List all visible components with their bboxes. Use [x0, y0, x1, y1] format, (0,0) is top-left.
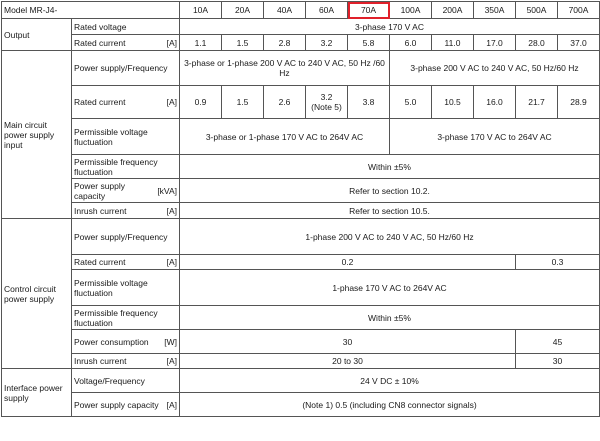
model-70a-highlighted: 70A [348, 2, 390, 19]
control-inrush-high: 30 [516, 354, 600, 369]
main-current-200a: 10.5 [432, 86, 474, 119]
control-power-supply-row [2, 219, 600, 255]
model-20a: 20A [222, 2, 264, 19]
unit: [A] [166, 399, 177, 410]
control-rated-current-label: Rated current [A] [72, 255, 180, 270]
interface-voltage-row [2, 369, 600, 393]
main-frequency-fluctuation-row [2, 155, 600, 179]
interface-capacity-row [2, 393, 600, 417]
main-current-500a: 21.7 [516, 86, 558, 119]
main-current-350a: 16.0 [474, 86, 516, 119]
main-power-supply-row [2, 51, 600, 86]
main-voltage-fluctuation-low: 3-phase or 1-phase 170 V AC to 264V AC [180, 119, 390, 155]
model-700a: 700A [558, 2, 600, 19]
output-current-20a: 1.5 [222, 35, 264, 51]
main-frequency-fluctuation-value: Within ±5% [180, 155, 600, 179]
control-consumption-low: 30 [180, 330, 516, 354]
output-rated-current-row [2, 35, 600, 51]
interface-voltage-value: 24 V DC ± 10% [180, 369, 600, 393]
group-interface: Interface power supply [2, 369, 72, 417]
control-inrush-low: 20 to 30 [180, 354, 516, 369]
control-consumption-high: 45 [516, 330, 600, 354]
control-rated-current-low: 0.2 [180, 255, 516, 270]
model-60a: 60A [306, 2, 348, 19]
model-10a: 10A [180, 2, 222, 19]
unit: [A] [166, 356, 177, 366]
header-row [2, 2, 600, 19]
control-rated-current-row [2, 255, 600, 270]
control-inrush-row [2, 354, 600, 369]
control-consumption-label: Power consumption [W] [72, 330, 180, 354]
control-voltage-fluctuation-value: 1-phase 170 V AC to 264V AC [180, 270, 600, 306]
note-5: (Note 5) [311, 102, 342, 112]
control-frequency-fluctuation-label: Permissible frequency fluctuation [72, 306, 180, 330]
unit: [kVA] [157, 185, 177, 196]
model-40a: 40A [264, 2, 306, 19]
unit: [A] [166, 257, 177, 267]
main-capacity-row [2, 179, 600, 203]
control-consumption-row [2, 330, 600, 354]
output-current-60a: 3.2 [306, 35, 348, 51]
model-500a: 500A [516, 2, 558, 19]
interface-voltage-label: Voltage/Frequency [72, 369, 180, 393]
main-voltage-fluctuation-label: Permissible voltage fluctuation [72, 119, 180, 155]
main-inrush-value: Refer to section 10.5. [180, 203, 600, 219]
output-rated-current-label: Rated current [A] [72, 35, 180, 51]
unit: [A] [166, 97, 177, 107]
output-current-100a: 6.0 [390, 35, 432, 51]
output-current-70a: 5.8 [348, 35, 390, 51]
main-current-100a: 5.0 [390, 86, 432, 119]
output-current-40a: 2.8 [264, 35, 306, 51]
output-rated-voltage-label: Rated voltage [72, 19, 180, 35]
output-current-200a: 11.0 [432, 35, 474, 51]
control-rated-current-high: 0.3 [516, 255, 600, 270]
main-voltage-fluctuation-row [2, 119, 600, 155]
model-label: Model MR-J4- [2, 2, 180, 19]
main-rated-current-row [2, 86, 600, 119]
unit: [A] [166, 37, 177, 48]
unit: [A] [166, 205, 177, 216]
output-current-500a: 28.0 [516, 35, 558, 51]
main-current-40a: 2.6 [264, 86, 306, 119]
control-power-supply-value: 1-phase 200 V AC to 240 V AC, 50 Hz/60 Hz [180, 219, 600, 255]
control-power-supply-label: Power supply/Frequency [72, 219, 180, 255]
main-rated-current-label: Rated current [A] [72, 86, 180, 119]
output-current-10a: 1.1 [180, 35, 222, 51]
control-frequency-fluctuation-row [2, 306, 600, 330]
main-current-20a: 1.5 [222, 86, 264, 119]
control-voltage-fluctuation-row [2, 270, 600, 306]
group-output: Output [2, 19, 72, 51]
control-inrush-label: Inrush current [A] [72, 354, 180, 369]
interface-capacity-label: Power supply capacity [A] [72, 393, 180, 417]
output-rated-voltage-row [2, 19, 600, 35]
group-control-circuit: Control circuit power supply [2, 219, 72, 369]
model-350a: 350A [474, 2, 516, 19]
output-rated-voltage-value: 3-phase 170 V AC [180, 19, 600, 35]
main-current-700a: 28.9 [558, 86, 600, 119]
control-frequency-fluctuation-value: Within ±5% [180, 306, 600, 330]
main-capacity-value: Refer to section 10.2. [180, 179, 600, 203]
group-main-circuit: Main circuit power supply input [2, 51, 72, 219]
main-current-60a: 3.2 (Note 5) [306, 86, 348, 119]
output-current-350a: 17.0 [474, 35, 516, 51]
model-200a: 200A [432, 2, 474, 19]
main-capacity-label: Power supply capacity [kVA] [72, 179, 180, 203]
main-power-supply-label: Power supply/Frequency [72, 51, 180, 86]
main-power-supply-low: 3-phase or 1-phase 200 V AC to 240 V AC, 50 Hz /60 Hz [180, 51, 390, 86]
output-current-700a: 37.0 [558, 35, 600, 51]
main-inrush-row [2, 203, 600, 219]
main-inrush-label: Inrush current [A] [72, 203, 180, 219]
interface-capacity-value: (Note 1) 0.5 (including CN8 connector signals) [180, 393, 600, 417]
specification-table [1, 1, 600, 417]
main-current-10a: 0.9 [180, 86, 222, 119]
unit: [W] [164, 336, 177, 347]
model-100a: 100A [390, 2, 432, 19]
control-voltage-fluctuation-label: Permissible voltage fluctuation [72, 270, 180, 306]
main-voltage-fluctuation-high: 3-phase 170 V AC to 264V AC [390, 119, 600, 155]
main-current-70a: 3.8 [348, 86, 390, 119]
main-frequency-fluctuation-label: Permissible frequency fluctuation [72, 155, 180, 179]
main-power-supply-high: 3-phase 200 V AC to 240 V AC, 50 Hz/60 Hz [390, 51, 600, 86]
